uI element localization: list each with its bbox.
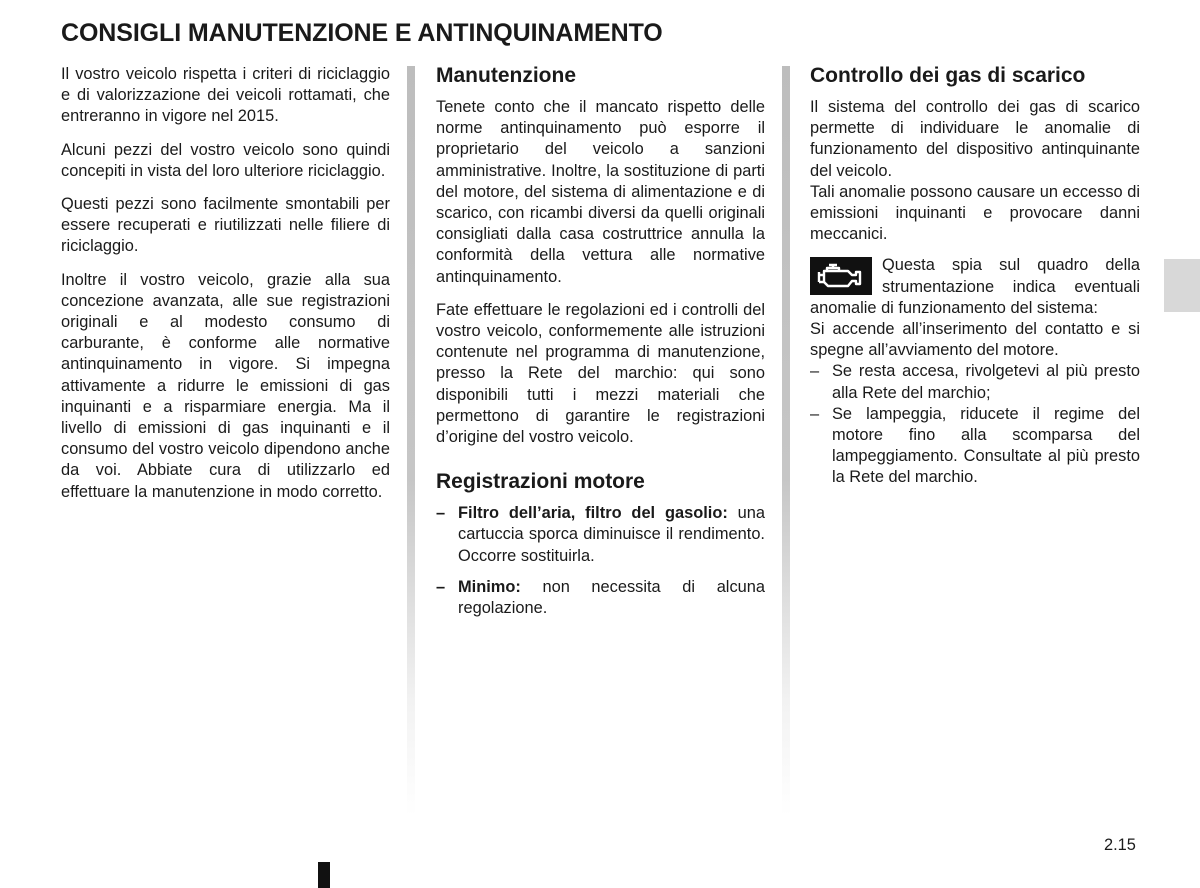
engine-warning-icon — [810, 257, 872, 295]
maintenance-heading: Manutenzione — [436, 64, 576, 87]
warning-light-block — [810, 255, 1140, 319]
intro-paragraph: Questi pezzi sono facilmente smontabili per essere recuperati e riutilizzati nelle filiere di riciclaggio. — [61, 195, 390, 256]
exhaust-control-heading: Controllo dei gas di scarico — [810, 64, 1086, 87]
intro-column — [61, 64, 390, 515]
list-item-label: Minimo: — [458, 577, 521, 596]
list-item — [810, 404, 1140, 489]
column-divider — [782, 66, 790, 816]
exhaust-paragraph: Si accende all’inserimento del contatto e si spegne all’avviamento del motore. — [810, 320, 1140, 360]
maintenance-paragraph: Tenete conto che il mancato rispetto delle norme antinquinamento può esporre il proprietario del veicolo a sanzioni amministrative. Inoltre, la sostituzione di parti del motore, del sistema di alimentazione e di scarico, con ricambi diversi da quelli originali consigliati dalla casa costruttrice annulla la conformità della vettura alle normative antinquinamento. — [436, 98, 765, 286]
page-number: 2.15 — [1104, 836, 1136, 854]
exhaust-control-column — [810, 64, 1140, 489]
print-mark — [318, 862, 330, 888]
page-title: CONSIGLI MANUTENZIONE E ANTINQUINAMENTO — [61, 19, 663, 47]
list-item-text: Se resta accesa, rivolgetevi al più presto alla Rete del marchio; — [832, 362, 1140, 402]
list-item-label: Filtro dell’aria, filtro del gasolio: — [458, 504, 728, 523]
list-item-text: non necessita di alcuna regolazione. — [458, 577, 765, 618]
list-item-text: una cartuccia sporca diminuisce il rendimento. Occorre sostituirla. — [458, 504, 765, 565]
column-divider — [407, 66, 415, 816]
engine-settings-heading: Registrazioni motore — [436, 470, 645, 494]
list-item — [810, 361, 1140, 403]
list-item — [436, 503, 765, 567]
maintenance-column — [436, 64, 765, 629]
intro-paragraph: Inoltre il vostro veicolo, grazie alla sua concezione avanzata, alle sue registrazioni originali e al modesto consumo di carburante, è conforme alle normative antinquinamento in vigore. Si impegna attivamente a ridurre le emissioni di gas inquinanti e a risparmiare energia. Ma il livello di emissioni di gas inquinanti e il consumo del vostro veicolo dipendono anche da voi. Abbiate cura di utilizzarlo ed effettuare la manutenzione in modo corretto. — [61, 270, 390, 501]
list-item-text: Se lampeggia, riducete il regime del motore fino alla scomparsa del lampeggiamento. Consultate al più presto la Rete del marchio. — [832, 404, 1140, 487]
list-dash: – — [810, 404, 820, 423]
exhaust-paragraph: Tali anomalie possono causare un eccesso di emissioni inquinanti e provocare danni meccanici. — [810, 182, 1140, 244]
intro-paragraph: Alcuni pezzi del vostro veicolo sono quindi concepiti in vista del loro ulteriore riciclaggio. — [61, 140, 390, 180]
list-dash: – — [436, 504, 446, 523]
maintenance-paragraph: Fate effettuare le regolazioni ed i controlli del vostro veicolo, conformemente alle istruzioni contenute nel programma di manutenzione, presso la Rete del marchio: qui sono disponibili tutti i mezzi materiali che permettono di garantire le registrazioni d’origine del vostro veicolo. — [436, 300, 765, 447]
list-dash: – — [810, 362, 820, 381]
list-dash: – — [436, 577, 446, 596]
exhaust-paragraph: Il sistema del controllo dei gas di scarico permette di individuare le anomalie di funzionamento del dispositivo antinquinante del veicolo. — [810, 98, 1140, 180]
list-item — [436, 577, 765, 619]
warning-light-description: Questa spia sul quadro della strumentazione indica eventuali anomalie di funzionamento del sistema: — [810, 256, 1140, 317]
section-thumb-tab — [1164, 259, 1200, 312]
intro-paragraph: Il vostro veicolo rispetta i criteri di riciclaggio e di valorizzazione dei veicoli rottamati, che entreranno in vigore nel 2015. — [61, 65, 390, 126]
